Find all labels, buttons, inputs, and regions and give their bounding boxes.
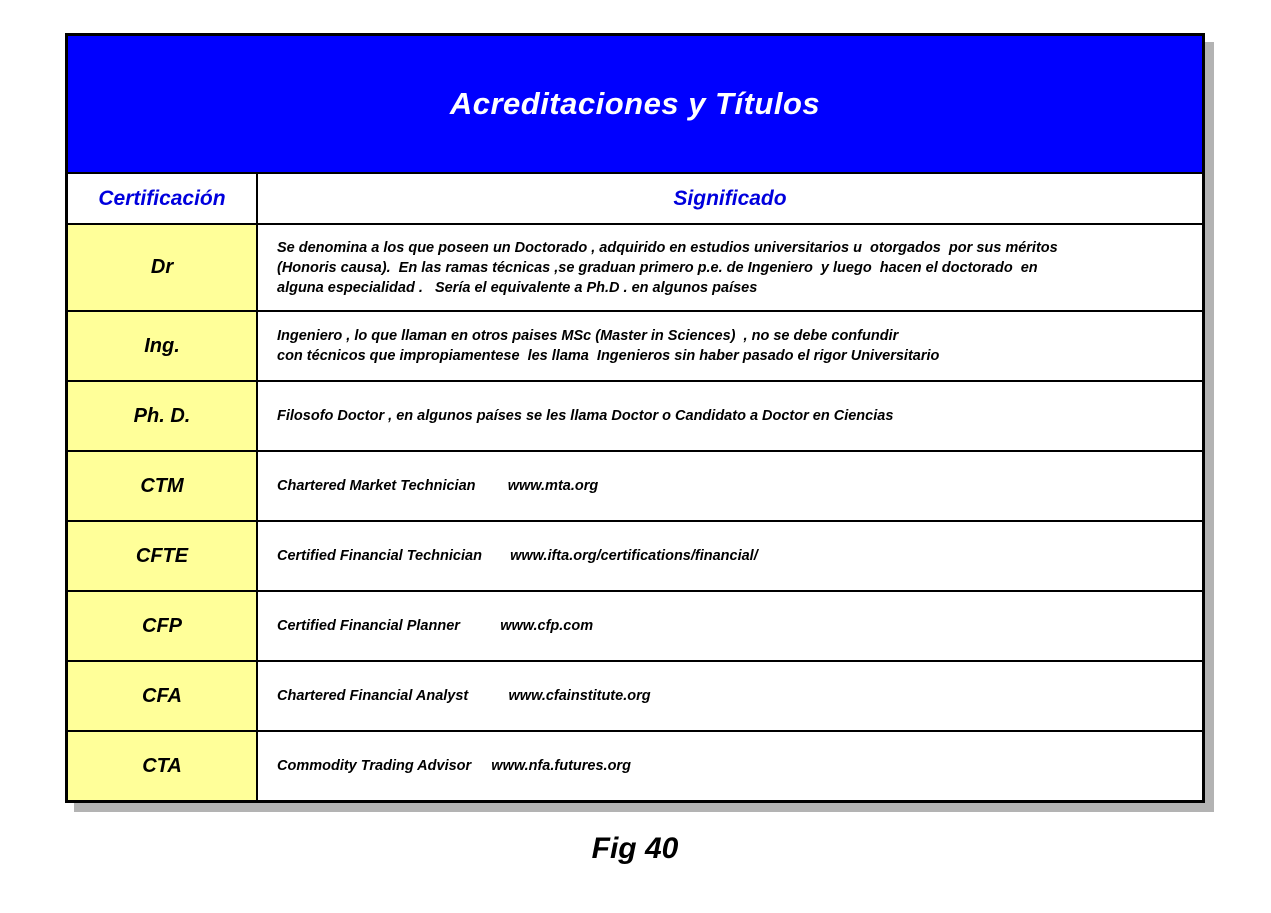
meaning-cell xyxy=(258,382,1202,450)
certification-cell: CTA xyxy=(68,732,258,800)
table-row xyxy=(68,660,1202,730)
table-title-band xyxy=(68,36,1202,172)
column-header-certification: Certificación xyxy=(68,174,258,223)
figure-caption: Fig 40 xyxy=(591,832,679,865)
certification-cell: CFP xyxy=(68,592,258,660)
certification-cell: CFA xyxy=(68,662,258,730)
meaning-cell xyxy=(258,452,1202,520)
table-row xyxy=(68,730,1202,800)
accreditations-table xyxy=(65,33,1205,803)
certification-cell: CFTE xyxy=(68,522,258,590)
meaning-cell xyxy=(258,592,1202,660)
table-row xyxy=(68,380,1202,450)
table-title: Acreditaciones y Títulos xyxy=(449,86,821,121)
table-header-row xyxy=(68,172,1202,223)
table-row xyxy=(68,450,1202,520)
meaning-line: Filosofo Doctor , en algunos países se les llama Doctor o Candidato a Doctor en Ciencias xyxy=(277,408,894,424)
meaning-cell xyxy=(258,225,1202,310)
meaning-line: con técnicos que impropiamentese les llama Ingenieros sin haber pasado el rigor Universitario xyxy=(277,348,940,364)
certification-cell: CTM xyxy=(68,452,258,520)
table-body xyxy=(68,223,1202,800)
meaning-line: Certified Financial Planner www.cfp.com xyxy=(277,618,594,634)
meaning-line: Commodity Trading Advisor www.nfa.futures.org xyxy=(277,758,631,774)
meaning-line: (Honoris causa). En las ramas técnicas ,se graduan primero p.e. de Ingeniero y luego hacen el doctorado en xyxy=(277,259,1038,276)
meaning-line: Chartered Market Technician www.mta.org xyxy=(277,478,599,494)
meaning-line: Chartered Financial Analyst www.cfainstitute.org xyxy=(277,688,651,704)
meaning-cell xyxy=(258,312,1202,380)
certification-cell: Ph. D. xyxy=(68,382,258,450)
meaning-line: Certified Financial Technician www.ifta.org/certifications/financial/ xyxy=(277,548,758,564)
table-row xyxy=(68,310,1202,380)
meaning-cell xyxy=(258,732,1202,800)
meaning-line: Ingeniero , lo que llaman en otros paises MSc (Master in Sciences) , no se debe confundir xyxy=(277,328,899,344)
meaning-line: alguna especialidad . Sería el equivalente a Ph.D . en algunos países xyxy=(277,279,758,296)
meaning-line: Se denomina a los que poseen un Doctorado , adquirido en estudios universitarios u otorgados por sus méritos xyxy=(277,239,1058,256)
table-row xyxy=(68,223,1202,310)
table-row xyxy=(68,590,1202,660)
table-row xyxy=(68,520,1202,590)
certification-cell: Ing. xyxy=(68,312,258,380)
column-header-meaning: Significado xyxy=(673,186,787,210)
meaning-cell xyxy=(258,522,1202,590)
certification-cell: Dr xyxy=(68,225,258,310)
meaning-cell xyxy=(258,662,1202,730)
